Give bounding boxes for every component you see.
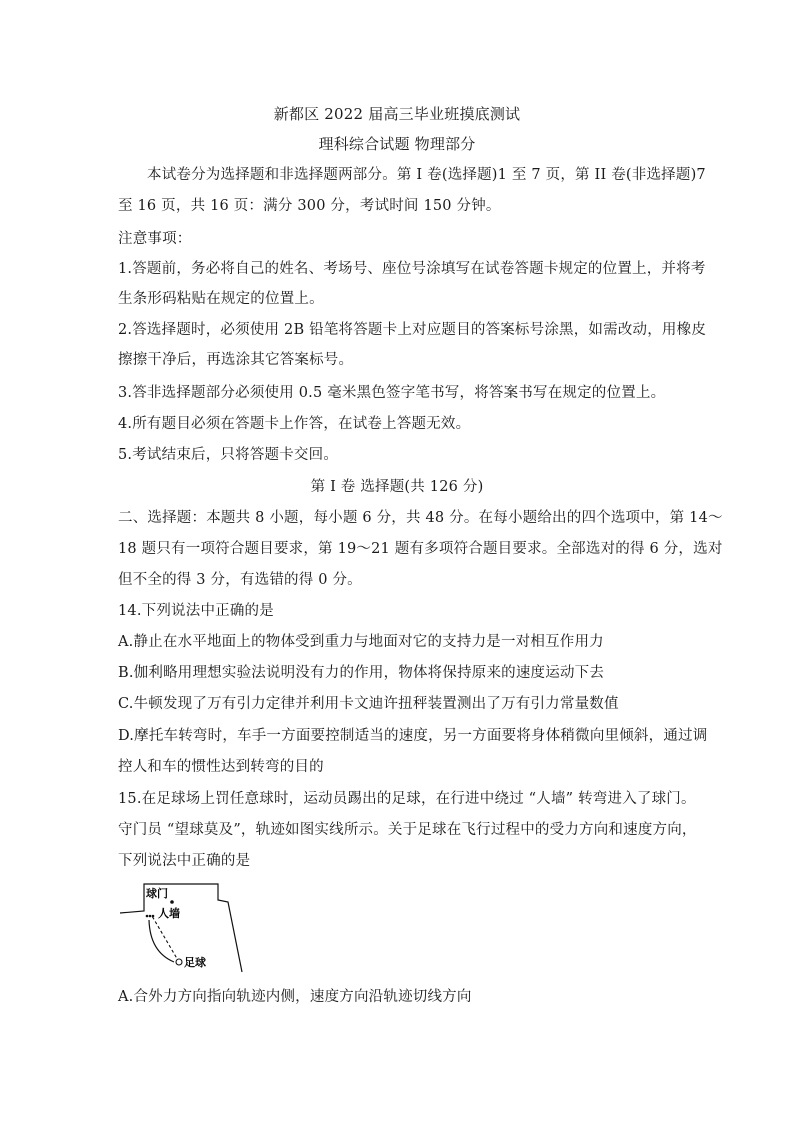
ball-circle — [176, 959, 182, 965]
section-instruction: 18 题只有一项符合题目要求，第 19～21 题有多项符合题目要求。全部选对的得 6 分，选对 — [118, 541, 723, 557]
wall-dot — [146, 915, 149, 918]
free-kick-diagram — [118, 880, 248, 980]
exam-subtitle: 理科综合试题 物理部分 — [318, 135, 476, 153]
ball-label: 足球 — [184, 956, 206, 969]
note-line: 1.答题前，务必将自己的姓名、考场号、座位号涂填写在试卷答题卡规定的位置上，并将考 — [118, 261, 706, 277]
intro-line-1: 本试卷分为选择题和非选择题两部分。第 I 卷(选择题)1 至 7 页，第 II 卷(非选择题)7 — [147, 167, 706, 183]
note-line: 生条形码粘贴在规定的位置上。 — [118, 291, 324, 307]
question-14-option: A.静止在水平地面上的物体受到重力与地面对它的支持力是一对相互作用力 — [118, 634, 604, 650]
goal-label: 球门 — [146, 887, 168, 900]
question-15-stem: 15.在足球场上罚任意球时，运动员踢出的足球，在行进中绕过 “人墙” 转弯进入了球门。 — [118, 791, 696, 807]
section-instruction: 但不全的得 3 分，有选错的得 0 分。 — [118, 572, 362, 588]
wall-dot — [149, 915, 152, 918]
note-line: 5.考试结束后，只将答题卡交回。 — [118, 447, 339, 463]
intro-line-2: 至 16 页，共 16 页：满分 300 分，考试时间 150 分钟。 — [118, 198, 501, 214]
note-line: 2.答选择题时，必须使用 2B 铅笔将答题卡上对应题目的答案标号涂黑，如需改动，用橡皮 — [118, 322, 707, 338]
field-boundary — [120, 884, 242, 972]
question-14-option: B.伽利略用理想实验法说明没有力的作用，物体将保持原来的速度运动下去 — [118, 665, 605, 681]
question-15-stem: 守门员 “望球莫及”，轨迹如图实线所示。关于足球在飞行过程中的受力方向和速度方向， — [118, 822, 697, 838]
wall-label: 人墙 — [158, 907, 180, 920]
note-line: 3.答非选择题部分必须使用 0.5 毫米黑色签字笔书写，将答案书写在规定的位置上。 — [118, 385, 666, 401]
question-14-option: 控人和车的惯性达到转弯的目的 — [118, 759, 324, 775]
question-14-option: D.摩托车转弯时，车手一方面要控制适当的速度，另一方面要将身体稍微向里倾斜，通过调 — [118, 728, 708, 744]
question-15-stem: 下列说法中正确的是 — [118, 853, 251, 869]
exam-title: 新都区 2022 届高三毕业班摸底测试 — [273, 105, 521, 123]
question-14-stem: 14.下列说法中正确的是 — [118, 603, 274, 619]
wall-dot — [152, 915, 155, 918]
note-line: 擦擦干净后，再选涂其它答案标号。 — [118, 352, 354, 368]
section-instruction: 二、选择题：本题共 8 小题，每小题 6 分，共 48 分。在每小题给出的四个选项中，第 14～ — [118, 510, 723, 526]
section-title: 第 I 卷 选择题(共 126 分) — [310, 479, 484, 495]
goal-dot — [170, 900, 174, 904]
note-line: 4.所有题目必须在答题卡上作答，在试卷上答题无效。 — [118, 416, 471, 432]
dashed-line — [152, 916, 179, 962]
notes-heading: 注意事项： — [118, 231, 192, 247]
ball-trajectory — [149, 920, 174, 962]
question-15-option: A.合外力方向指向轨迹内侧，速度方向沿轨迹切线方向 — [118, 989, 472, 1005]
question-14-option: C.牛顿发现了万有引力定律并利用卡文迪许扭秤装置测出了万有引力常量数值 — [118, 696, 619, 712]
